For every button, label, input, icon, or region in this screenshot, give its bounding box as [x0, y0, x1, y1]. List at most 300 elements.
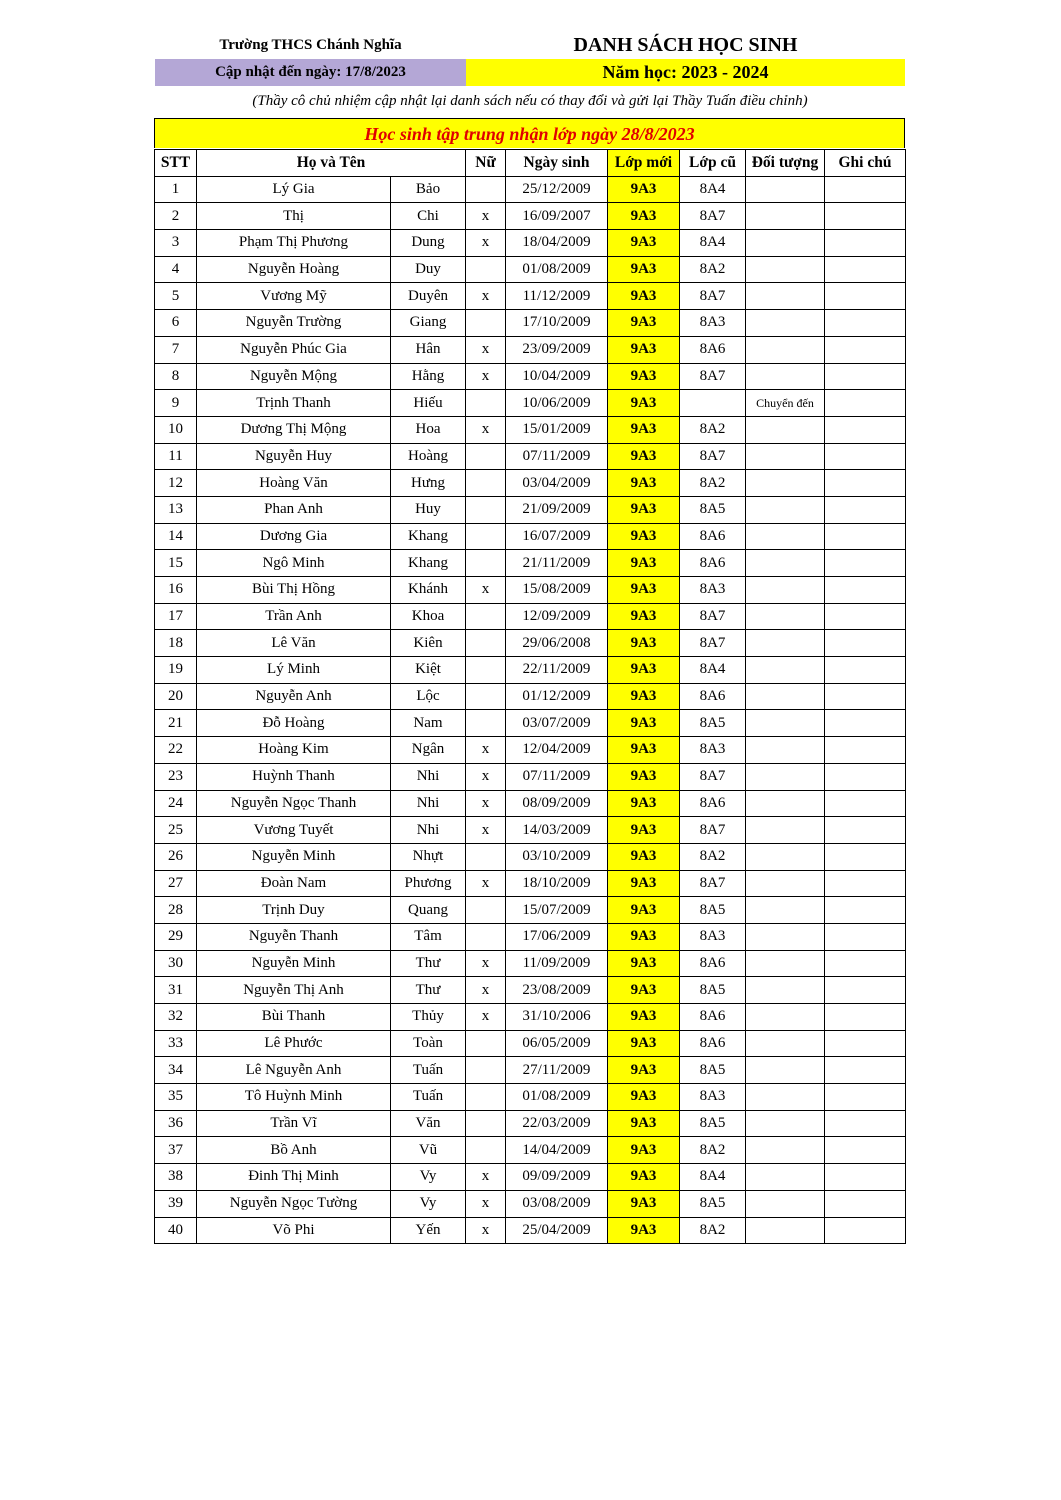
- cell-category: [746, 496, 825, 523]
- table-row: [155, 1190, 906, 1217]
- cell-category: [746, 256, 825, 283]
- cell-stt: 2: [155, 203, 197, 230]
- table-row: [155, 870, 906, 897]
- cell-stt: 20: [155, 683, 197, 710]
- table-row: [155, 283, 906, 310]
- table-row: [155, 630, 906, 657]
- table-row: [155, 1057, 906, 1084]
- cell-birthdate: 17/06/2009: [506, 923, 608, 950]
- cell-category: [746, 1030, 825, 1057]
- cell-family-name: Bồ Anh: [197, 1137, 391, 1164]
- cell-old-class: 8A2: [680, 843, 746, 870]
- cell-notes: [825, 603, 906, 630]
- cell-female: x: [466, 950, 506, 977]
- cell-family-name: Nguyễn Ngọc Thanh: [197, 790, 391, 817]
- cell-category: [746, 176, 825, 203]
- cell-new-class: 9A3: [608, 550, 680, 577]
- cell-new-class: 9A3: [608, 1057, 680, 1084]
- cell-family-name: Ngô Minh: [197, 550, 391, 577]
- cell-category: [746, 336, 825, 363]
- table-row: [155, 176, 906, 203]
- cell-birthdate: 03/10/2009: [506, 843, 608, 870]
- cell-old-class: 8A7: [680, 817, 746, 844]
- document-title: DANH SÁCH HỌC SINH: [573, 34, 798, 56]
- cell-new-class: 9A3: [608, 657, 680, 684]
- cell-given-name: Hiếu: [391, 390, 466, 417]
- cell-birthdate: 03/04/2009: [506, 470, 608, 497]
- cell-given-name: Khang: [391, 523, 466, 550]
- cell-stt: 25: [155, 817, 197, 844]
- cell-old-class: 8A5: [680, 1057, 746, 1084]
- cell-category: [746, 203, 825, 230]
- cell-notes: [825, 176, 906, 203]
- cell-birthdate: 22/11/2009: [506, 657, 608, 684]
- cell-family-name: Phan Anh: [197, 496, 391, 523]
- cell-old-class: 8A6: [680, 1004, 746, 1031]
- cell-new-class: 9A3: [608, 763, 680, 790]
- cell-old-class: 8A4: [680, 657, 746, 684]
- table-row: [155, 443, 906, 470]
- updated-date: Cập nhật đến ngày: 17/8/2023: [155, 59, 466, 86]
- cell-female: [466, 1030, 506, 1057]
- cell-notes: [825, 363, 906, 390]
- cell-stt: 22: [155, 737, 197, 764]
- table-row: [155, 1030, 906, 1057]
- cell-female: [466, 1110, 506, 1137]
- cell-category: [746, 523, 825, 550]
- cell-birthdate: 10/06/2009: [506, 390, 608, 417]
- cell-new-class: 9A3: [608, 416, 680, 443]
- cell-given-name: Hưng: [391, 470, 466, 497]
- cell-category: [746, 870, 825, 897]
- cell-family-name: Lý Minh: [197, 657, 391, 684]
- cell-category: [746, 603, 825, 630]
- cell-family-name: Lê Phước: [197, 1030, 391, 1057]
- cell-female: x: [466, 577, 506, 604]
- cell-family-name: Đỗ Hoàng: [197, 710, 391, 737]
- cell-female: x: [466, 737, 506, 764]
- cell-female: x: [466, 230, 506, 257]
- table-row: [155, 977, 906, 1004]
- cell-new-class: 9A3: [608, 817, 680, 844]
- table-row: [155, 1110, 906, 1137]
- table-row: [155, 1217, 906, 1244]
- cell-family-name: Nguyễn Hoàng: [197, 256, 391, 283]
- cell-category: [746, 310, 825, 337]
- cell-given-name: Nhi: [391, 763, 466, 790]
- cell-category: [746, 630, 825, 657]
- cell-new-class: 9A3: [608, 390, 680, 417]
- cell-category: [746, 763, 825, 790]
- cell-given-name: Chi: [391, 203, 466, 230]
- cell-female: [466, 603, 506, 630]
- cell-female: [466, 710, 506, 737]
- cell-category: [746, 1110, 825, 1137]
- cell-birthdate: 07/11/2009: [506, 763, 608, 790]
- cell-female: [466, 176, 506, 203]
- cell-given-name: Duyên: [391, 283, 466, 310]
- cell-given-name: Vy: [391, 1190, 466, 1217]
- cell-birthdate: 17/10/2009: [506, 310, 608, 337]
- cell-new-class: 9A3: [608, 790, 680, 817]
- cell-given-name: Vy: [391, 1164, 466, 1191]
- cell-notes: [825, 710, 906, 737]
- cell-birthdate: 15/08/2009: [506, 577, 608, 604]
- cell-notes: [825, 950, 906, 977]
- cell-given-name: Nhi: [391, 790, 466, 817]
- cell-new-class: 9A3: [608, 523, 680, 550]
- cell-female: x: [466, 363, 506, 390]
- cell-given-name: Giang: [391, 310, 466, 337]
- cell-old-class: 8A3: [680, 737, 746, 764]
- cell-given-name: Dung: [391, 230, 466, 257]
- cell-new-class: 9A3: [608, 603, 680, 630]
- cell-given-name: Kiệt: [391, 657, 466, 684]
- cell-family-name: Tô Huỳnh Minh: [197, 1084, 391, 1111]
- gathering-banner: Học sinh tập trung nhận lớp ngày 28/8/2023: [154, 118, 905, 148]
- table-row: [155, 523, 906, 550]
- cell-birthdate: 06/05/2009: [506, 1030, 608, 1057]
- cell-old-class: 8A6: [680, 550, 746, 577]
- table-row: [155, 336, 906, 363]
- cell-given-name: Bảo: [391, 176, 466, 203]
- cell-family-name: Phạm Thị Phương: [197, 230, 391, 257]
- cell-birthdate: 16/09/2007: [506, 203, 608, 230]
- cell-birthdate: 14/03/2009: [506, 817, 608, 844]
- cell-birthdate: 09/09/2009: [506, 1164, 608, 1191]
- cell-category: [746, 950, 825, 977]
- cell-category: [746, 710, 825, 737]
- table-row: [155, 737, 906, 764]
- cell-family-name: Nguyễn Phúc Gia: [197, 336, 391, 363]
- cell-female: [466, 1137, 506, 1164]
- cell-family-name: Trịnh Thanh: [197, 390, 391, 417]
- table-row: [155, 470, 906, 497]
- cell-female: [466, 256, 506, 283]
- cell-old-class: 8A7: [680, 870, 746, 897]
- cell-female: [466, 310, 506, 337]
- table-row: [155, 577, 906, 604]
- table-row: [155, 1164, 906, 1191]
- col-header-old-class: Lớp cũ: [680, 150, 746, 177]
- cell-old-class: 8A5: [680, 897, 746, 924]
- cell-birthdate: 25/04/2009: [506, 1217, 608, 1244]
- table-header-row: [155, 150, 906, 177]
- cell-category: [746, 790, 825, 817]
- cell-birthdate: 11/09/2009: [506, 950, 608, 977]
- col-header-category: Đối tượng: [746, 150, 825, 177]
- cell-female: x: [466, 1164, 506, 1191]
- cell-birthdate: 14/04/2009: [506, 1137, 608, 1164]
- cell-birthdate: 03/07/2009: [506, 710, 608, 737]
- cell-family-name: Nguyễn Huy: [197, 443, 391, 470]
- cell-given-name: Nhựt: [391, 843, 466, 870]
- cell-notes: [825, 1217, 906, 1244]
- cell-category: [746, 1190, 825, 1217]
- table-row: [155, 603, 906, 630]
- cell-notes: [825, 550, 906, 577]
- table-row: [155, 496, 906, 523]
- cell-given-name: Phương: [391, 870, 466, 897]
- cell-new-class: 9A3: [608, 336, 680, 363]
- cell-family-name: Dương Gia: [197, 523, 391, 550]
- cell-female: x: [466, 336, 506, 363]
- cell-stt: 37: [155, 1137, 197, 1164]
- cell-notes: [825, 763, 906, 790]
- cell-category: [746, 550, 825, 577]
- cell-category: [746, 817, 825, 844]
- cell-family-name: Bùi Thanh: [197, 1004, 391, 1031]
- cell-stt: 3: [155, 230, 197, 257]
- cell-birthdate: 18/04/2009: [506, 230, 608, 257]
- cell-given-name: Lộc: [391, 683, 466, 710]
- cell-old-class: 8A7: [680, 443, 746, 470]
- cell-old-class: 8A7: [680, 283, 746, 310]
- cell-stt: 23: [155, 763, 197, 790]
- col-header-fullname: Họ và Tên: [197, 150, 466, 177]
- cell-family-name: Thị: [197, 203, 391, 230]
- table-row: [155, 843, 906, 870]
- cell-category: [746, 1164, 825, 1191]
- cell-family-name: Vương Tuyết: [197, 817, 391, 844]
- cell-notes: [825, 310, 906, 337]
- cell-notes: [825, 577, 906, 604]
- cell-family-name: Trần Vĩ: [197, 1110, 391, 1137]
- cell-old-class: 8A6: [680, 523, 746, 550]
- cell-stt: 27: [155, 870, 197, 897]
- cell-stt: 31: [155, 977, 197, 1004]
- cell-new-class: 9A3: [608, 577, 680, 604]
- cell-notes: [825, 817, 906, 844]
- cell-notes: [825, 1137, 906, 1164]
- cell-stt: 19: [155, 657, 197, 684]
- table-row: [155, 310, 906, 337]
- cell-notes: [825, 843, 906, 870]
- cell-family-name: Võ Phi: [197, 1217, 391, 1244]
- cell-notes: [825, 1084, 906, 1111]
- cell-given-name: Hân: [391, 336, 466, 363]
- cell-given-name: Ngân: [391, 737, 466, 764]
- cell-stt: 5: [155, 283, 197, 310]
- cell-stt: 11: [155, 443, 197, 470]
- cell-female: x: [466, 416, 506, 443]
- table-row: [155, 363, 906, 390]
- cell-old-class: 8A3: [680, 923, 746, 950]
- cell-old-class: 8A7: [680, 630, 746, 657]
- col-header-new-class: Lớp mới: [608, 150, 680, 177]
- cell-given-name: Tuấn: [391, 1084, 466, 1111]
- table-row: [155, 657, 906, 684]
- cell-new-class: 9A3: [608, 1190, 680, 1217]
- cell-old-class: 8A2: [680, 1137, 746, 1164]
- cell-family-name: Nguyễn Minh: [197, 950, 391, 977]
- cell-category: [746, 923, 825, 950]
- cell-female: x: [466, 790, 506, 817]
- cell-female: [466, 923, 506, 950]
- cell-notes: [825, 203, 906, 230]
- cell-given-name: Nhi: [391, 817, 466, 844]
- cell-category: [746, 577, 825, 604]
- cell-given-name: Thủy: [391, 1004, 466, 1031]
- cell-old-class: [680, 390, 746, 417]
- cell-notes: [825, 977, 906, 1004]
- cell-stt: 34: [155, 1057, 197, 1084]
- table-row: [155, 203, 906, 230]
- cell-female: [466, 470, 506, 497]
- table-row: [155, 790, 906, 817]
- cell-notes: [825, 416, 906, 443]
- cell-female: [466, 523, 506, 550]
- table-row: [155, 763, 906, 790]
- cell-birthdate: 18/10/2009: [506, 870, 608, 897]
- cell-notes: [825, 657, 906, 684]
- cell-given-name: Hằng: [391, 363, 466, 390]
- cell-female: [466, 550, 506, 577]
- cell-category: [746, 416, 825, 443]
- cell-new-class: 9A3: [608, 630, 680, 657]
- cell-new-class: 9A3: [608, 897, 680, 924]
- cell-new-class: 9A3: [608, 1030, 680, 1057]
- cell-female: [466, 897, 506, 924]
- cell-new-class: 9A3: [608, 310, 680, 337]
- cell-given-name: Hoàng: [391, 443, 466, 470]
- cell-given-name: Vũ: [391, 1137, 466, 1164]
- cell-new-class: 9A3: [608, 470, 680, 497]
- cell-stt: 7: [155, 336, 197, 363]
- cell-family-name: Hoàng Văn: [197, 470, 391, 497]
- table-row: [155, 1137, 906, 1164]
- cell-birthdate: 21/09/2009: [506, 496, 608, 523]
- cell-family-name: Đoàn Nam: [197, 870, 391, 897]
- cell-old-class: 8A2: [680, 256, 746, 283]
- cell-given-name: Kiên: [391, 630, 466, 657]
- cell-given-name: Văn: [391, 1110, 466, 1137]
- cell-birthdate: 01/08/2009: [506, 256, 608, 283]
- table-row: [155, 390, 906, 417]
- cell-female: [466, 657, 506, 684]
- cell-notes: [825, 1190, 906, 1217]
- cell-given-name: Tâm: [391, 923, 466, 950]
- cell-category: [746, 843, 825, 870]
- cell-female: [466, 443, 506, 470]
- cell-category: [746, 737, 825, 764]
- cell-new-class: 9A3: [608, 977, 680, 1004]
- cell-new-class: 9A3: [608, 950, 680, 977]
- cell-birthdate: 31/10/2006: [506, 1004, 608, 1031]
- cell-birthdate: 12/09/2009: [506, 603, 608, 630]
- col-header-stt: STT: [155, 150, 197, 177]
- cell-family-name: Trần Anh: [197, 603, 391, 630]
- table-row: [155, 256, 906, 283]
- cell-family-name: Nguyễn Mộng: [197, 363, 391, 390]
- cell-notes: [825, 443, 906, 470]
- cell-family-name: Lê Nguyễn Anh: [197, 1057, 391, 1084]
- cell-stt: 32: [155, 1004, 197, 1031]
- cell-old-class: 8A6: [680, 683, 746, 710]
- cell-notes: [825, 283, 906, 310]
- cell-stt: 39: [155, 1190, 197, 1217]
- cell-female: x: [466, 763, 506, 790]
- cell-notes: [825, 897, 906, 924]
- cell-birthdate: 21/11/2009: [506, 550, 608, 577]
- cell-category: [746, 657, 825, 684]
- school-name: Trường THCS Chánh Nghĩa: [219, 37, 402, 53]
- cell-female: [466, 630, 506, 657]
- cell-family-name: Vương Mỹ: [197, 283, 391, 310]
- cell-old-class: 8A6: [680, 1030, 746, 1057]
- cell-old-class: 8A3: [680, 577, 746, 604]
- cell-category: [746, 1084, 825, 1111]
- cell-female: x: [466, 1004, 506, 1031]
- cell-new-class: 9A3: [608, 283, 680, 310]
- cell-new-class: 9A3: [608, 256, 680, 283]
- cell-old-class: 8A7: [680, 763, 746, 790]
- cell-old-class: 8A5: [680, 977, 746, 1004]
- cell-given-name: Nam: [391, 710, 466, 737]
- cell-stt: 29: [155, 923, 197, 950]
- cell-given-name: Hoa: [391, 416, 466, 443]
- cell-stt: 24: [155, 790, 197, 817]
- cell-stt: 17: [155, 603, 197, 630]
- cell-stt: 30: [155, 950, 197, 977]
- cell-stt: 10: [155, 416, 197, 443]
- cell-new-class: 9A3: [608, 1084, 680, 1111]
- cell-stt: 38: [155, 1164, 197, 1191]
- cell-stt: 40: [155, 1217, 197, 1244]
- cell-old-class: 8A5: [680, 1110, 746, 1137]
- cell-notes: [825, 230, 906, 257]
- cell-birthdate: 16/07/2009: [506, 523, 608, 550]
- cell-birthdate: 15/07/2009: [506, 897, 608, 924]
- cell-new-class: 9A3: [608, 443, 680, 470]
- cell-family-name: Nguyễn Minh: [197, 843, 391, 870]
- cell-stt: 35: [155, 1084, 197, 1111]
- cell-female: [466, 843, 506, 870]
- cell-notes: [825, 1110, 906, 1137]
- cell-notes: [825, 1004, 906, 1031]
- cell-notes: [825, 496, 906, 523]
- table-row: [155, 550, 906, 577]
- cell-female: x: [466, 203, 506, 230]
- cell-birthdate: 27/11/2009: [506, 1057, 608, 1084]
- cell-given-name: Thư: [391, 950, 466, 977]
- cell-new-class: 9A3: [608, 203, 680, 230]
- cell-category: [746, 363, 825, 390]
- cell-new-class: 9A3: [608, 1217, 680, 1244]
- cell-given-name: Yến: [391, 1217, 466, 1244]
- cell-new-class: 9A3: [608, 230, 680, 257]
- student-table: [154, 149, 906, 1244]
- cell-stt: 4: [155, 256, 197, 283]
- cell-category: [746, 283, 825, 310]
- cell-female: [466, 1057, 506, 1084]
- cell-notes: [825, 737, 906, 764]
- cell-notes: [825, 683, 906, 710]
- cell-notes: [825, 390, 906, 417]
- cell-new-class: 9A3: [608, 1110, 680, 1137]
- cell-category: [746, 1004, 825, 1031]
- cell-family-name: Nguyễn Thị Anh: [197, 977, 391, 1004]
- cell-old-class: 8A4: [680, 1164, 746, 1191]
- cell-old-class: 8A4: [680, 176, 746, 203]
- cell-female: x: [466, 1190, 506, 1217]
- cell-birthdate: 01/08/2009: [506, 1084, 608, 1111]
- cell-old-class: 8A4: [680, 230, 746, 257]
- cell-new-class: 9A3: [608, 737, 680, 764]
- cell-stt: 36: [155, 1110, 197, 1137]
- cell-birthdate: 07/11/2009: [506, 443, 608, 470]
- cell-family-name: Lê Văn: [197, 630, 391, 657]
